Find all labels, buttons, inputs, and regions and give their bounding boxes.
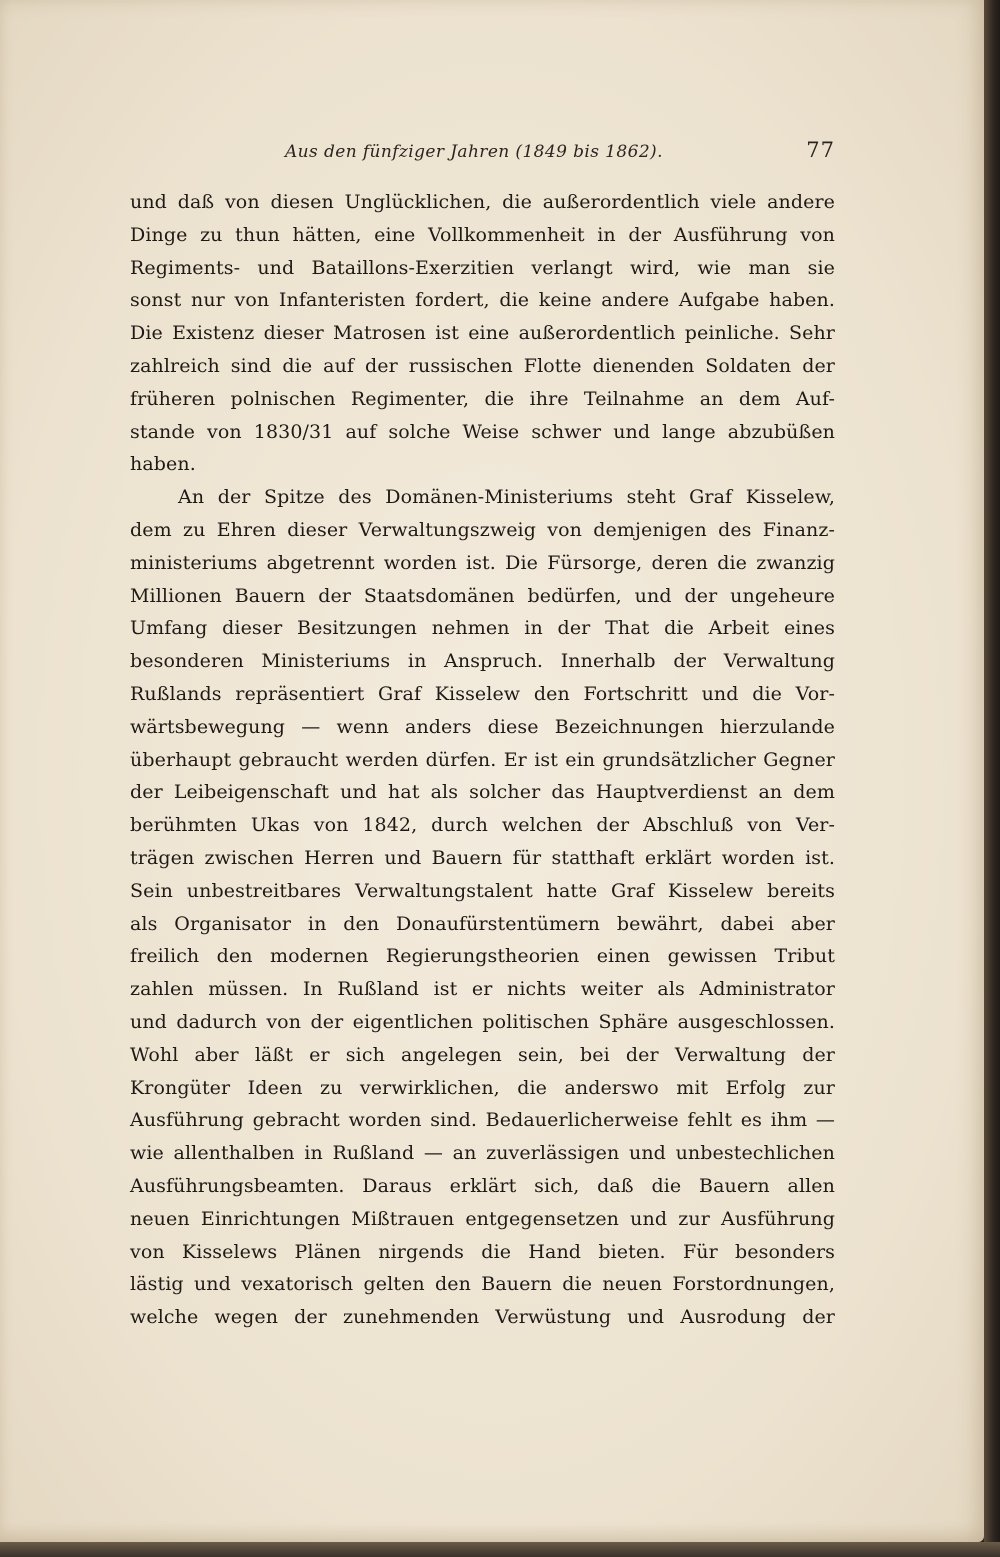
text-line: Sein unbestreitbares Verwaltungstalent hatte Graf Kisselew bereits: [130, 879, 835, 902]
body-text: [130, 186, 835, 1334]
text-line: überhaupt gebraucht werden dürfen. Er ist ein grundsätzlicher Gegner: [130, 748, 835, 771]
text-line: früheren polnischen Regimenter, die ihre Teilnahme an dem Auf-: [130, 387, 835, 410]
text-line: trägen zwischen Herren und Bauern für statthaft erklärt worden ist.: [130, 846, 835, 869]
text-line: Rußlands repräsentiert Graf Kisselew den Fortschritt und die Vor-: [130, 682, 835, 705]
text-line: An der Spitze des Domänen-Ministeriums steht Graf Kisselew,: [178, 486, 835, 509]
book-bottom-edge: [0, 1542, 1000, 1557]
book-spine-edge: [984, 0, 1000, 1557]
text-line: Regiments- und Bataillons-Exerzitien verlangt wird, wie man sie: [130, 256, 835, 279]
paragraph-2: [130, 481, 835, 1334]
text-line: der Leibeigenschaft und hat als solcher das Hauptverdienst an dem: [130, 781, 835, 804]
text-line: wie allenthalben in Rußland — an zuverlässigen und unbestechlichen: [130, 1142, 835, 1165]
text-line: zahlen müssen. In Rußland ist er nichts weiter als Administrator: [130, 978, 835, 1001]
text-line: zahlreich sind die auf der russischen Flotte dienenden Soldaten der: [130, 354, 835, 377]
text-line: besonderen Ministeriums in Anspruch. Innerhalb der Verwaltung: [130, 650, 835, 673]
paragraph-1: [130, 186, 835, 481]
text-line: Wohl aber läßt er sich angelegen sein, bei der Verwaltung der: [130, 1043, 835, 1066]
text-line: welche wegen der zunehmenden Verwüstung und Ausrodung der: [130, 1306, 835, 1329]
text-line: wärtsbewegung — wenn anders diese Bezeichnungen hierzulande: [130, 715, 835, 738]
text-line: berühmten Ukas von 1842, durch welchen der Abschluß von Ver-: [130, 814, 835, 837]
text-line: als Organisator in den Donaufürstentümern bewährt, dabei aber: [130, 912, 835, 935]
running-title: Aus den fünfziger Jahren (1849 bis 1862).: [285, 142, 663, 162]
text-line: ministeriums abgetrennt worden ist. Die Fürsorge, deren die zwanzig: [130, 551, 835, 574]
text-line: Umfang dieser Besitzungen nehmen in der That die Arbeit eines: [130, 617, 835, 640]
text-line: und daß von diesen Unglücklichen, die außerordentlich viele andere: [130, 191, 835, 213]
text-line: von Kisselews Plänen nirgends die Hand bieten. Für besonders: [130, 1240, 835, 1263]
text-line: neuen Einrichtungen Mißtrauen entgegensetzen und zur Ausführung: [130, 1207, 835, 1230]
text-line: haben.: [130, 453, 196, 476]
text-line: Die Existenz dieser Matrosen ist eine außerordentlich peinliche. Sehr: [130, 322, 835, 345]
text-line: dem zu Ehren dieser Verwaltungszweig von demjenigen des Finanz-: [130, 518, 835, 541]
text-line: lästig und vexatorisch gelten den Bauern die neuen Forstordnungen,: [130, 1273, 835, 1296]
text-line: Ausführungsbeamten. Daraus erklärt sich, daß die Bauern allen: [130, 1174, 835, 1197]
text-line: Millionen Bauern der Staatsdomänen bedürfen, und der ungeheure: [130, 584, 835, 607]
text-line: freilich den modernen Regierungstheorien einen gewissen Tribut: [130, 945, 835, 968]
page-number: 77: [806, 138, 835, 162]
text-line: stande von 1830/31 auf solche Weise schwer und lange abzubüßen: [130, 420, 835, 443]
text-line: und dadurch von der eigentlichen politischen Sphäre ausgeschlossen.: [130, 1010, 835, 1033]
text-line: Ausführung gebracht worden sind. Bedauerlicherweise fehlt es ihm —: [130, 1109, 835, 1132]
text-line: sonst nur von Infanteristen fordert, die keine andere Aufgabe haben.: [130, 289, 835, 312]
text-line: Dinge zu thun hätten, eine Vollkommenheit in der Ausführung von: [130, 223, 835, 246]
text-line: Krongüter Ideen zu verwirklichen, die anderswo mit Erfolg zur: [130, 1076, 835, 1099]
running-head: [130, 136, 835, 170]
